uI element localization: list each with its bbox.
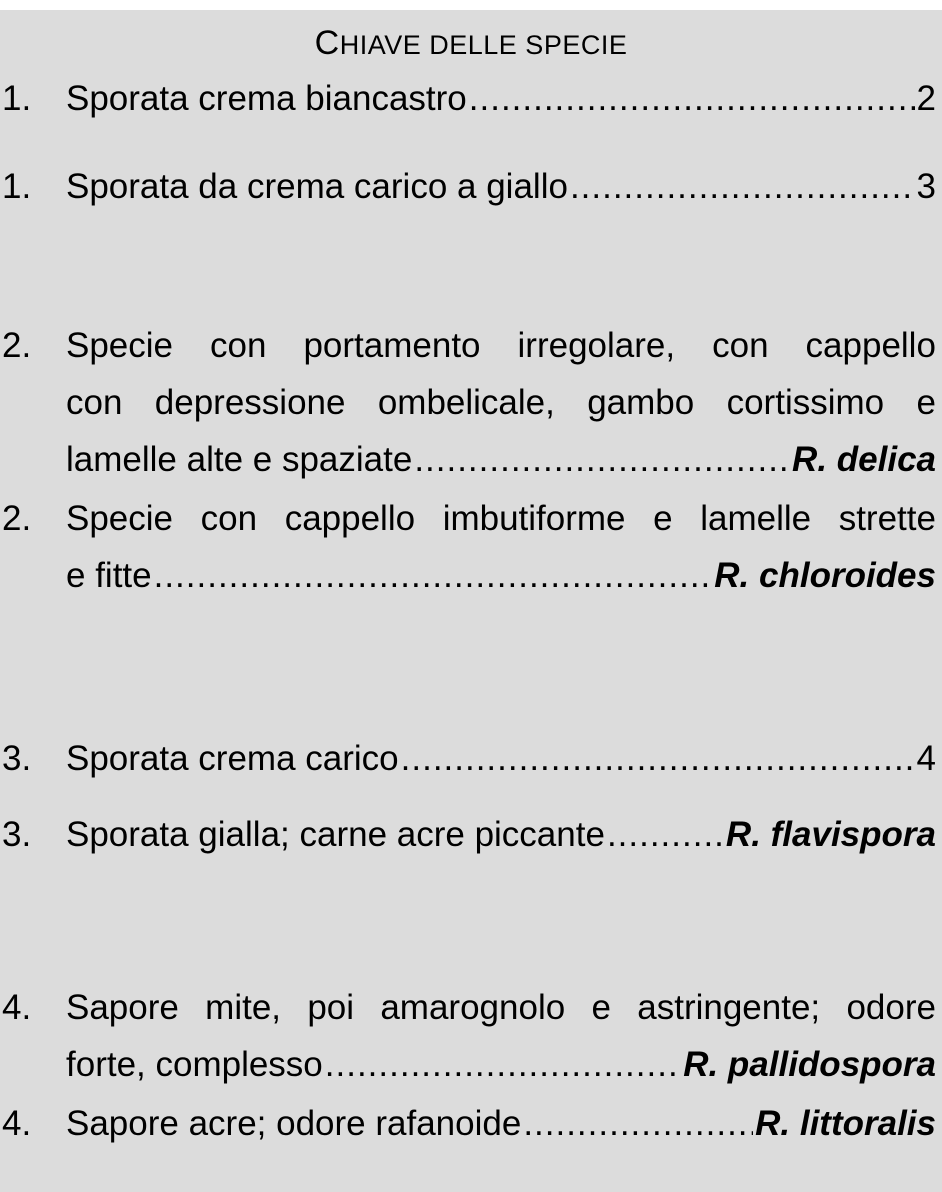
entry-word: amarognolo	[380, 988, 566, 1027]
entry-line	[66, 730, 936, 787]
entry-word: Specie	[66, 499, 174, 538]
entry-body	[66, 70, 936, 127]
species-name: R. littoralis	[755, 1104, 936, 1143]
entry-word: ombelicale,	[377, 383, 555, 422]
entry-word: imbutiforme	[442, 499, 626, 538]
entry-body	[66, 158, 936, 215]
key-panel	[0, 10, 942, 1192]
entry-text: Sapore acre; odore rafanoide	[66, 1104, 522, 1143]
leader-dots	[401, 730, 915, 787]
entry-word: depressione	[154, 383, 346, 422]
entry-word: con	[66, 383, 123, 422]
species-name: R. chloroides	[714, 556, 936, 595]
entry-word: gambo	[587, 383, 695, 422]
entry-text: Sporata crema biancastro	[66, 79, 467, 118]
key-entry	[2, 730, 936, 787]
entry-word: poi	[307, 988, 355, 1027]
entry-word: odore	[846, 988, 936, 1027]
entry-word: cappello	[284, 499, 416, 538]
entry-body	[66, 490, 936, 604]
entry-line	[66, 431, 936, 488]
entry-word: Sapore	[66, 988, 179, 1027]
entry-line	[66, 158, 936, 215]
key-entry	[2, 490, 936, 604]
leader-dots	[607, 806, 724, 863]
entry-line	[66, 374, 936, 431]
entry-line	[66, 806, 936, 863]
entry-body	[66, 317, 936, 488]
entry-word: lamelle	[700, 499, 812, 538]
page-title: CHIAVE DELLE SPECIE	[314, 24, 628, 62]
entry-number: 1.	[2, 167, 32, 206]
entry-word: e	[653, 499, 673, 538]
entry-word: strette	[838, 499, 936, 538]
entry-body	[66, 1095, 936, 1152]
entry-word: mite,	[205, 988, 282, 1027]
key-entry	[2, 70, 936, 127]
entry-number: 2.	[2, 499, 32, 538]
entry-number: 3.	[2, 739, 32, 778]
entry-body	[66, 979, 936, 1093]
entry-word: cappello	[805, 326, 936, 365]
entry-number: 4.	[2, 1104, 32, 1143]
entry-word: con	[200, 499, 258, 538]
key-entry	[2, 158, 936, 215]
entry-word: con	[712, 326, 769, 365]
entry-line	[66, 1036, 936, 1093]
entry-line	[66, 70, 936, 127]
entry-word: con	[210, 326, 267, 365]
goto-step-number: 2	[916, 79, 936, 118]
species-name: R. pallidospora	[683, 1045, 936, 1084]
entry-line	[66, 547, 936, 604]
species-name: R. flavispora	[725, 815, 936, 854]
entry-word: irregolare,	[517, 326, 676, 365]
entry-number: 1.	[2, 79, 32, 118]
entry-text: forte, complesso	[66, 1045, 323, 1084]
key-entry	[2, 1095, 936, 1152]
leader-dots	[154, 547, 713, 604]
goto-step-number: 4	[916, 739, 936, 778]
leader-dots	[523, 1095, 753, 1152]
entry-line	[66, 979, 936, 1036]
entry-line	[66, 490, 936, 547]
entry-word: e	[591, 988, 611, 1027]
entry-text: lamelle alte e spaziate	[66, 440, 413, 479]
goto-step-number: 3	[916, 167, 936, 206]
entry-number: 4.	[2, 988, 32, 1027]
leader-dots	[325, 1036, 681, 1093]
entry-text: e fitte	[66, 556, 152, 595]
leader-dots	[414, 431, 790, 488]
leader-dots	[570, 158, 915, 215]
entry-number: 2.	[2, 326, 32, 365]
entry-word: e	[916, 383, 936, 422]
entry-line	[66, 1095, 936, 1152]
entry-body	[66, 730, 936, 787]
key-entry	[2, 806, 936, 863]
entry-body	[66, 806, 936, 863]
key-entry	[2, 979, 936, 1093]
entry-text: Sporata da crema carico a giallo	[66, 167, 568, 206]
entry-word: cortissimo	[726, 383, 885, 422]
leader-dots	[469, 70, 915, 127]
entry-text: Sporata crema carico	[66, 739, 399, 778]
species-name: R. delica	[792, 440, 936, 479]
entry-line	[66, 317, 936, 374]
entry-number: 3.	[2, 815, 32, 854]
entry-word: Specie	[66, 326, 174, 365]
entry-word: astringente;	[637, 988, 821, 1027]
entry-text: Sporata gialla; carne acre piccante	[66, 815, 605, 854]
entry-word: portamento	[303, 326, 481, 365]
key-entry	[2, 317, 936, 488]
